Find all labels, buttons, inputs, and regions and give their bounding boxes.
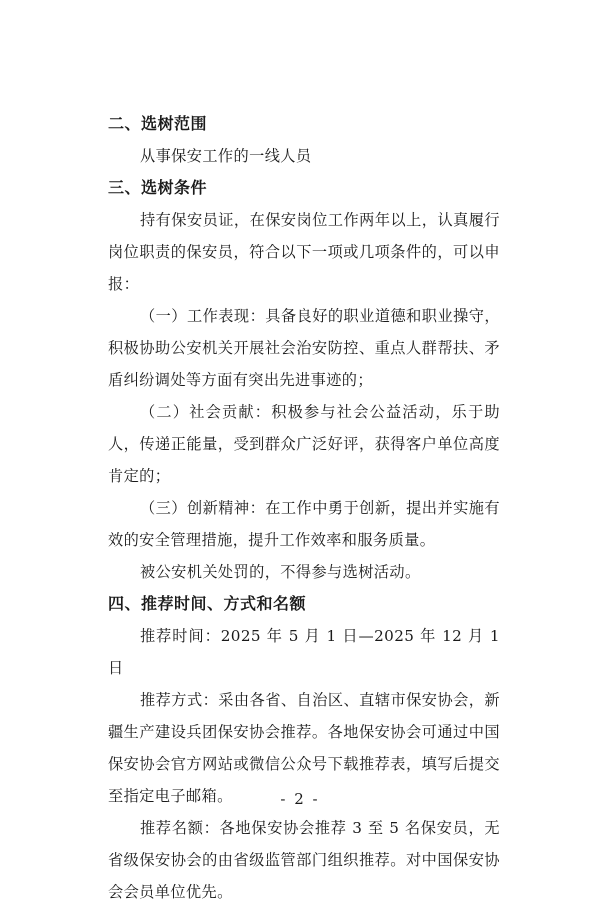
page-number: - 2 - <box>280 790 320 808</box>
section-heading-conditions: 三、选树条件 <box>108 178 208 197</box>
recommendation-method: 推荐方式：采由各省、自治区、直辖市保安协会，新疆生产建设兵团保安协会推荐。各地保安协会可通过中国保安协会官方网站或微信公众号下载推荐表，填写后提交至指定电子邮箱。 <box>108 691 500 805</box>
condition-work-performance: （一）工作表现：具备良好的职业道德和职业操守，积极协助公安机关开展社会治安防控、重点人群帮扶、矛盾纠纷调处等方面有突出先进事迹的； <box>108 307 500 389</box>
exclusion-paragraph: 被公安机关处罚的，不得参与选树活动。 <box>140 563 421 581</box>
condition-social-contribution: （二）社会贡献：积极参与社会公益活动，乐于助人，传递正能量，受到群众广泛好评，获得客户单位高度肯定的； <box>108 403 500 485</box>
conditions-intro-paragraph: 持有保安员证，在保安岗位工作两年以上，认真履行岗位职责的保安员，符合以下一项或几项条件的，可以申报： <box>108 211 500 293</box>
section-heading-scope: 二、选树范围 <box>108 114 208 133</box>
scope-paragraph: 从事保安工作的一线人员 <box>140 147 312 165</box>
document-body <box>108 108 500 908</box>
recommendation-time: 推荐时间：2025 年 5 月 1 日—2025 年 12 月 1 日 <box>108 627 500 677</box>
section-heading-recommendation: 四、推荐时间、方式和名额 <box>108 594 307 613</box>
recommendation-quota: 推荐名额：各地保安协会推荐 3 至 5 名保安员，无省级保安协会的由省级监管部门组织推荐。对中国保安协会会员单位优先。 <box>108 819 500 901</box>
condition-innovation: （三）创新精神：在工作中勇于创新，提出并实施有效的安全管理措施，提升工作效率和服务质量。 <box>108 499 500 549</box>
